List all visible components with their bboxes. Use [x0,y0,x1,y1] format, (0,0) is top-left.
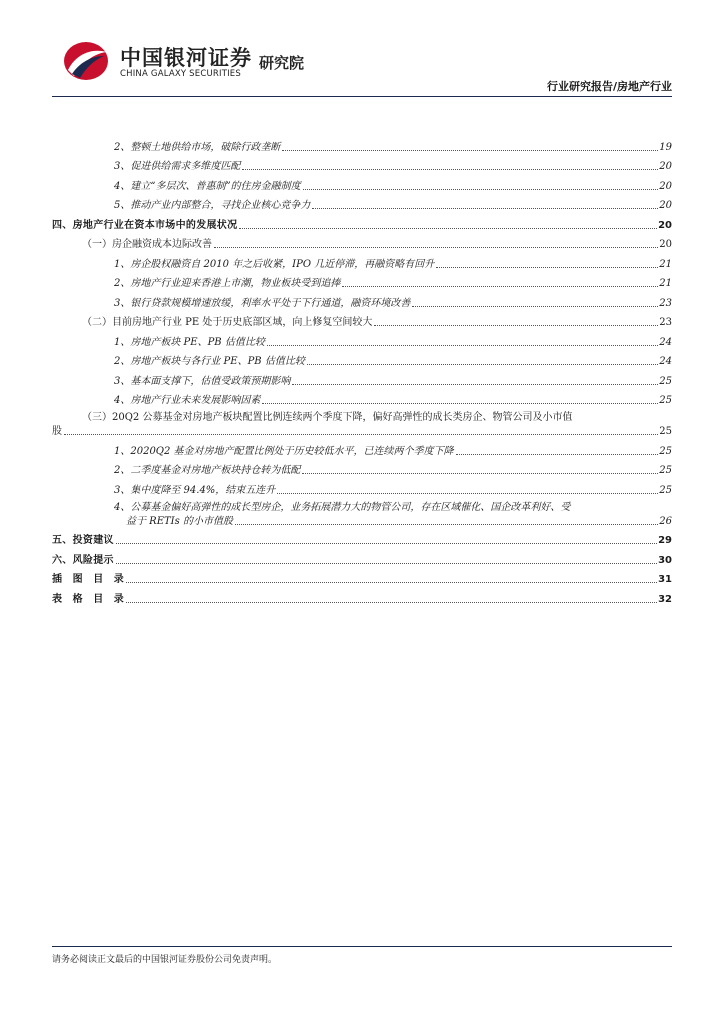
toc-chapter[interactable]: 四、房地产行业在资本市场中的发展状况 20 [52,219,672,231]
table-of-contents [52,134,672,606]
toc-entry[interactable]: 1、房地产板块 PE、PB 估值比较 24 [114,336,672,348]
toc-section[interactable]: （二）目前房地产行业 PE 处于历史底部区域，向上修复空间较大 23 [82,317,672,328]
report-type: 行业研究报告/房地产行业 [546,80,672,93]
toc-entry[interactable]: 4、公募基金偏好高弹性的成长型房企，业务拓展潜力大的物管公司，存在区域催化、国企改革利好、受 益于 RETIs 的小市值股 26 [114,501,672,527]
logo-english-name: CHINA GALAXY SECURITIES [120,69,241,79]
toc-section[interactable]: （三）20Q2 公募基金对房地产板块配置比例连续两个季度下降，偏好高弹性的成长类房企、物管公司及小市值 股 25 [52,412,672,437]
toc-entry[interactable]: 2、二季度基金对房地产板块持仓转为低配 25 [114,465,672,476]
header-divider [52,96,672,97]
toc-entry[interactable]: 5、推动产业内部整合，寻找企业核心竞争力 20 [114,200,672,211]
toc-entry[interactable]: 2、房地产板块与各行业 PE、PB 估值比较 24 [114,356,672,367]
toc-entry[interactable]: 1、房企股权融资自 2010 年之后收紧，IPO 几近停滞，再融资略有回升 21 [114,258,672,270]
toc-chapter[interactable]: 六、风险提示 30 [52,554,672,566]
toc-entry[interactable]: 3、基本面支撑下，估值受政策预期影响 25 [114,375,672,387]
toc-entry[interactable]: 2、整顿土地供给市场，破除行政垄断 19 [114,141,672,153]
toc-entry[interactable]: 4、建立“多层次、普惠制”的住房金融制度 20 [114,180,672,192]
logo-chinese-name: 中国银河证券 [120,46,252,70]
page-header [0,0,724,100]
toc-entry[interactable]: 1、2020Q2 基金对房地产配置比例处于历史较低水平，已连续两个季度下降 25 [114,445,672,457]
toc-entry[interactable]: 4、房地产行业未来发展影响因素 25 [114,395,672,406]
toc-entry[interactable]: 3、银行贷款规模增速放缓，利率水平处于下行通道，融资环境改善 23 [114,297,672,309]
toc-chapter[interactable]: 表 格 目 录 32 [52,593,672,605]
footer-disclaimer: 请务必阅读正文最后的中国银河证券股份公司免责声明。 [52,955,278,965]
toc-section[interactable]: （一）房企融资成本边际改善 20 [82,239,672,250]
institute-label: 研究院 [259,54,305,72]
toc-entry[interactable]: 3、促进供给需求多维度匹配 20 [114,161,672,172]
toc-chapter[interactable]: 插 图 目 录 31 [52,574,672,585]
footer-divider [52,946,672,947]
toc-entry[interactable]: 3、集中度降至 94.4%，结束五连升 25 [114,484,672,496]
toc-entry[interactable]: 2、房地产行业迎来香港上市潮，物业板块受到追捧 21 [114,278,672,289]
toc-chapter[interactable]: 五、投资建议 29 [52,535,672,546]
galaxy-logo-icon [62,40,110,82]
